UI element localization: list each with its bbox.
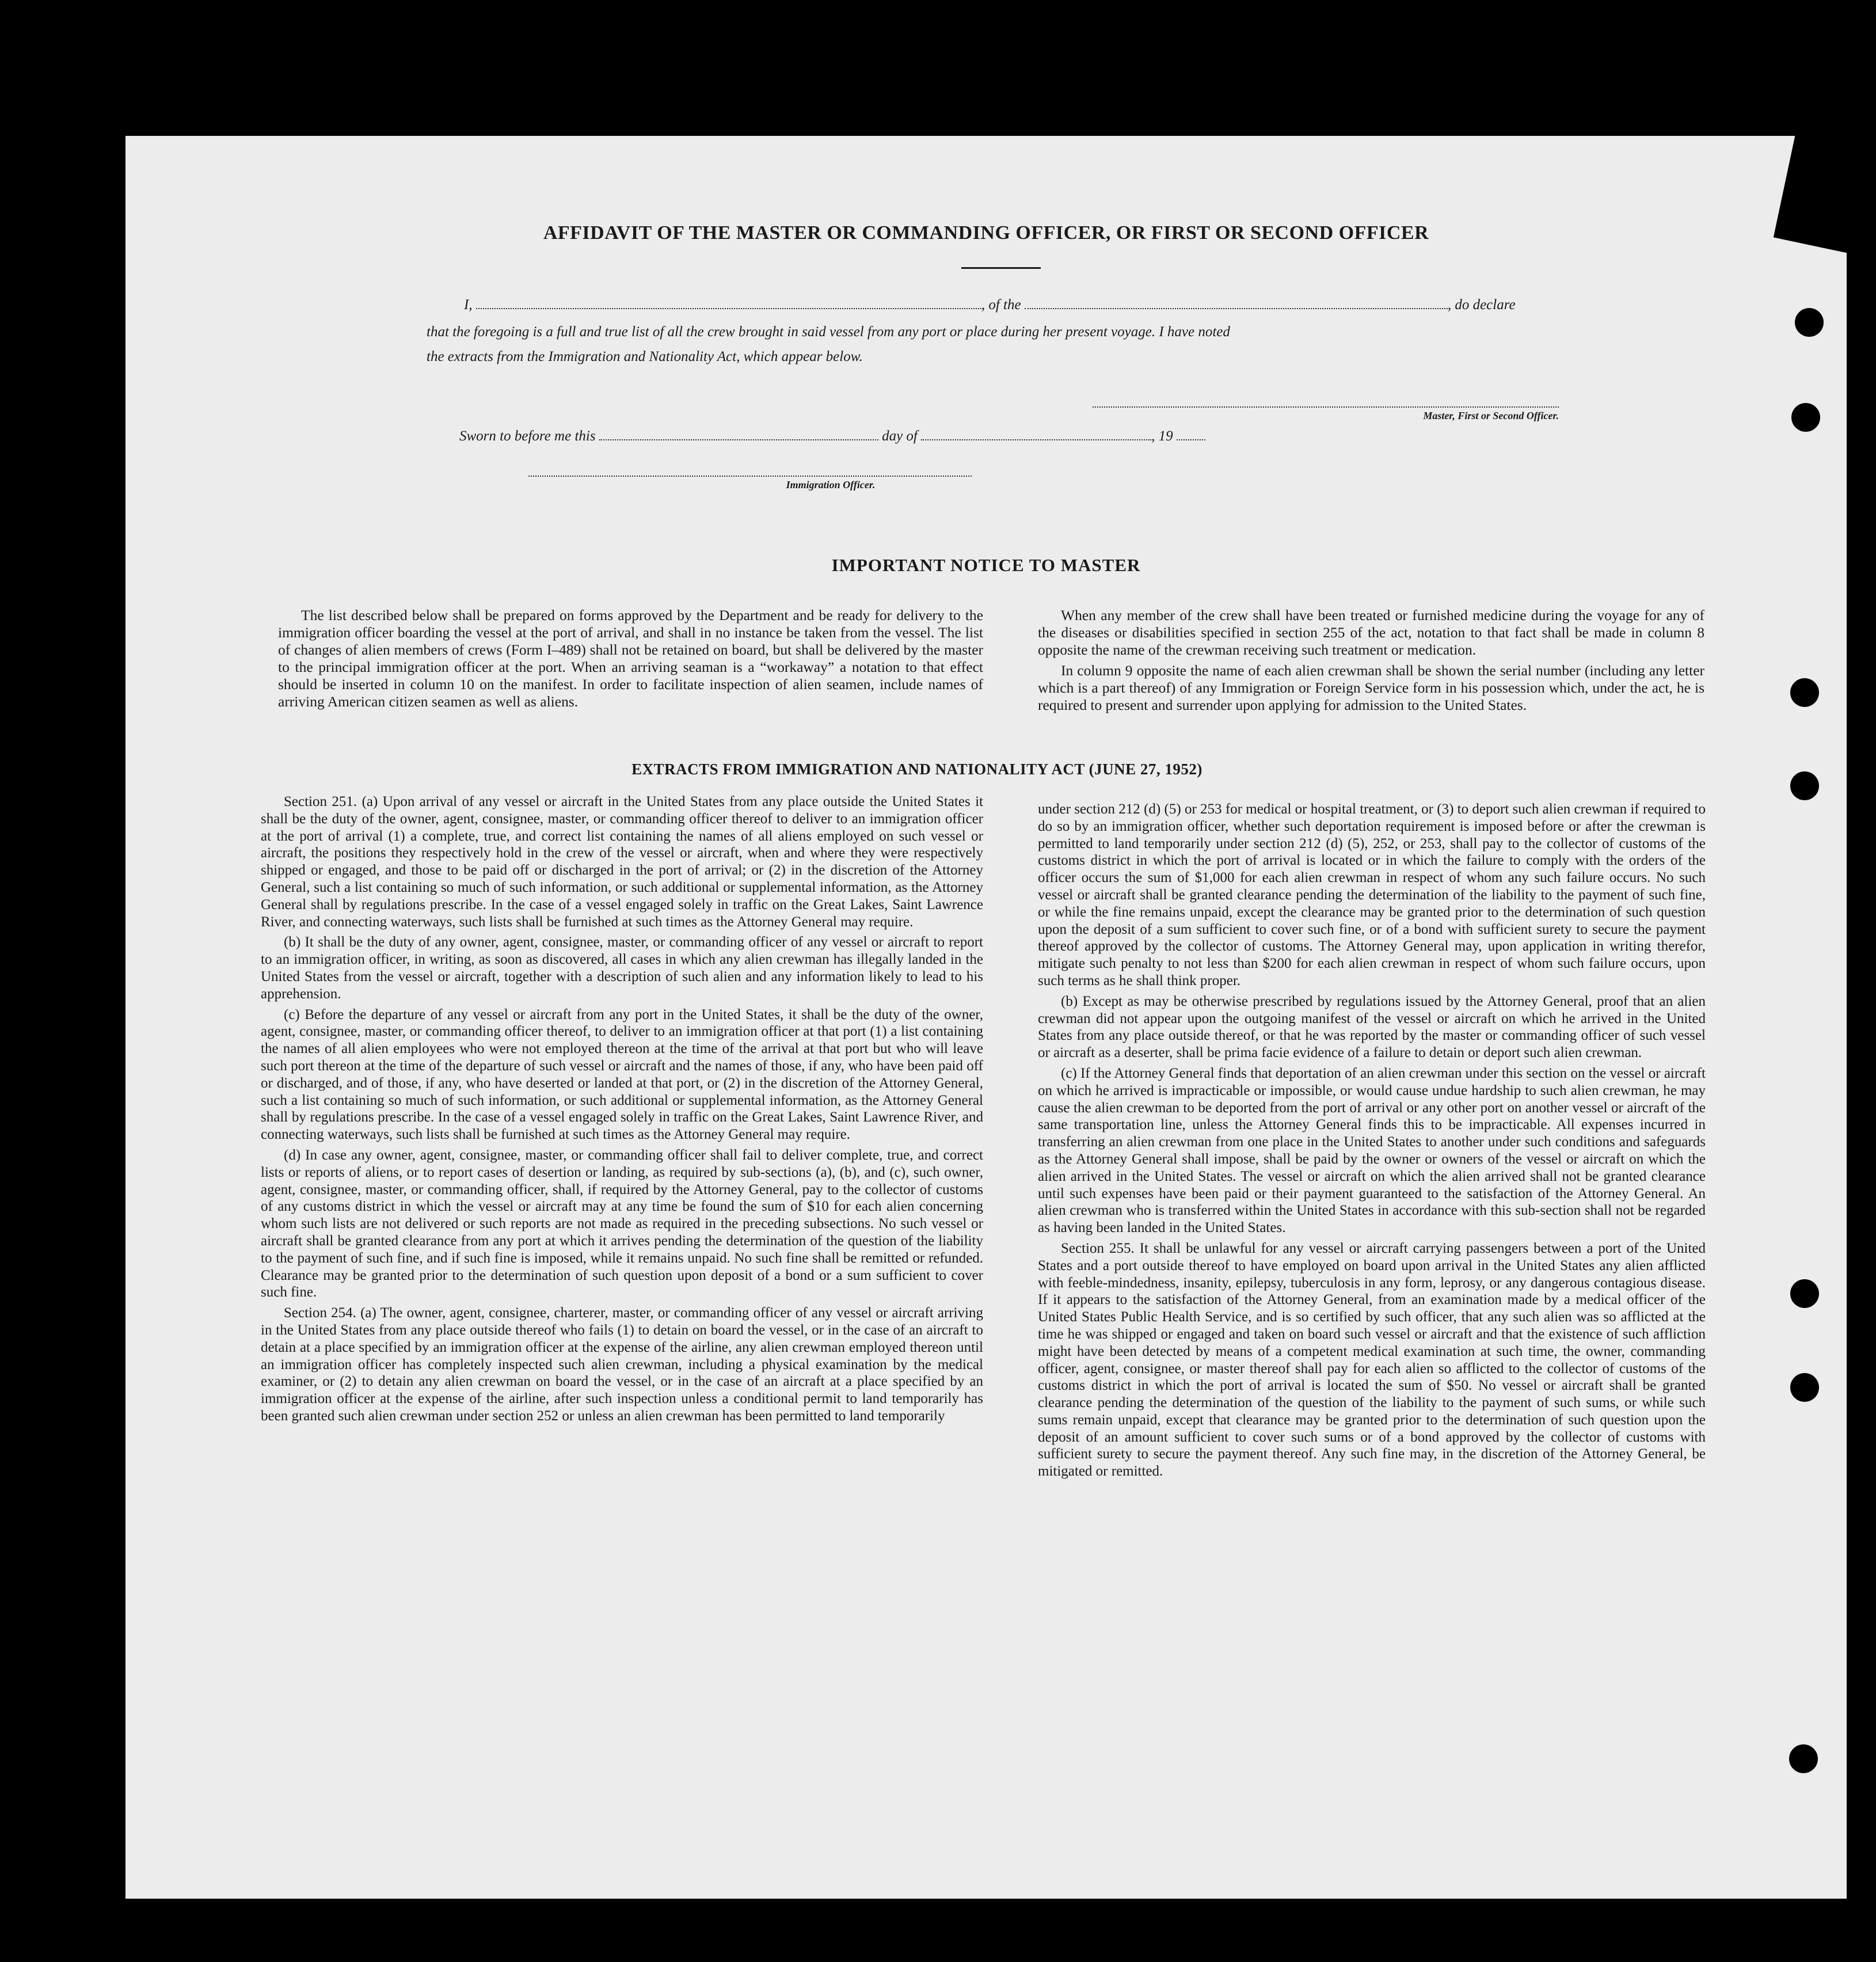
punch-hole-3 [1790, 678, 1819, 707]
extracts-right-column [1038, 801, 1706, 1484]
declarant-name-field[interactable] [476, 308, 981, 309]
declaration-line-3: the extracts from the Immigration and Nationality Act, which appear below. [427, 349, 863, 364]
punch-hole-2 [1791, 403, 1820, 432]
notice-left-text: The list described below shall be prepared on forms approved by the Department and be ready for delivery to the immigration officer boarding the vessel at the port of arrival, and shall in no instance be taken from the vessel. The list of changes of alien members of crews (Form I–489) shall not be retained on board, but shall be delivered by the master to the principal immigration officer at the port. When an arriving seaman is a “workaway” a notation to that effect should be inserted in column 10 on the manifest. In order to facilitate inspection of alien seamen, include names of arriving American citizen seamen as well as aliens. [278, 607, 983, 710]
section-251c: (c) Before the departure of any vessel or aircraft from any port in the United States, it shall be the duty of the owner, agent, consignee, master, or commanding officer thereof, to deliver to an immigration officer at that port (1) a list containing the names of all alien employees who were not employed thereon at the time of the arrival at that port but who will leave such port thereon at the time of the departure of such vessel or aircraft and the names of those, if any, who have been paid off or discharged, and of those, if any, who have deserted or landed at that port, or (2) in the discretion of the Attorney General, such a list containing so much of such information, or such additional or supplemental information, as the Attorney General shall by regulations prescribe. In the case of a vessel engaged solely in traffic on the Great Lakes, Saint Lawrence River, and connecting waterways, such lists shall be furnished at such times as the Attorney General may require. [261, 1006, 983, 1143]
immigration-officer-signature-line[interactable] [528, 476, 972, 491]
section-254c: (c) If the Attorney General finds that deportation of an alien crewman under this section on the vessel or aircraft on which he arrived is impracticable or impossible, or would cause undue hardship to such alien crewman, he may cause the alien crewman to be deported from the port of arrival or any other port on another vessel or aircraft of the same transportation line, unless the Attorney General finds this to be impracticable. All expenses incurred in transferring an alien crewman from one place in the United States to another under such conditions and safeguards as the Attorney General shall impose, shall be paid by the owner or owners of the vessel or aircraft on which the alien arrived in the United States. The vessel or aircraft on which the alien arrived shall not be granted clearance until such expenses have been paid or their payment guaranteed to the satisfaction of the Attorney General. An alien crewman who is transferred within the United States in accordance with this sub-section shall not be regarded as having been landed in the United States. [1038, 1065, 1706, 1236]
section-251d: (d) In case any owner, agent, consignee, master, or commanding officer shall fail to deliver complete, true, and correct lists or reports of aliens, or to report cases of desertion or landing, as required by sub-sections (a), (b), and (c), such owner, agent, consignee, master, or commanding officer, shall, if required by the Attorney General, pay to the collector of customs of any customs district in which the vessel or aircraft may at any time be found the sum of $10 for each alien concerning whom such lists are not delivered or such reports are not made as required in the preceding subsections. No such vessel or aircraft shall be granted clearance from any port at which it arrives pending the determination of the question of the liability to the payment of such fine, and if such fine is imposed, while it remains unpaid. No such fine shall be remitted or refunded. Clearance may be granted prior to the determination of such question upon deposit of a bond or a sum sufficient to cover such fine. [261, 1147, 983, 1301]
extracts-title: EXTRACTS FROM IMMIGRATION AND NATIONALITY ACT (JUNE 27, 1952) [631, 761, 1203, 778]
declaration-line-1 [464, 297, 1516, 313]
section-254a: Section 254. (a) The owner, agent, consignee, charterer, master, or commanding officer of any vessel or aircraft arriving in the United States from any place outside thereof who fails (1) to detain on board the vessel, or in the case of an aircraft to detain at a place specified by an immigration officer at the expense of the airline, any alien crewman employed thereon until an immigration officer has completely inspected such alien crewman, including a physical examination by the medical examiner, or (2) to detain any alien crewman on board the vessel, or in the case of an aircraft at a place specified by an immigration officer at the expense of the airline, after such inspection unless a conditional permit to land temporarily has been granted such alien crewman under section 252 or unless an alien crewman has been permitted to land temporarily [261, 1305, 983, 1424]
punch-hole-1 [1795, 308, 1824, 337]
sworn-year-prefix: , 19 [1151, 428, 1173, 444]
declaration-of: , of the [981, 297, 1021, 313]
section-254a-continued: under section 212 (d) (5) or 253 for medical or hospital treatment, or (3) to deport such alien crewman if required to do so by an immigration officer, whether such deportation requirement is imposed before or after the crewman is permitted to land temporarily under section 212 (d) (5), 252, or 253, shall pay to the collector of customs of the customs district in which the port of arrival is located or in which the failure to comply with the orders of the officer occurs the sum of $1,000 for each alien crewman in respect of whom any such failure occurs. No such vessel or aircraft shall be granted clearance pending the determination of the liability to the payment of such fine, or while the fine remains unpaid, except the clearance may be granted prior to the determination of such question upon the deposit of a sum sufficient to cover such fine, or of a bond with sufficient surety to secure the payment thereof approved by the collector of customs. The Attorney General may, upon application in writing therefor, mitigate such penalty to not less than $200 for each alien crewman in respect of whom such failure occurs, upon such terms as he shall think proper. [1038, 801, 1706, 988]
notice-left-paragraph [278, 607, 983, 714]
section-254b: (b) Except as may be otherwise prescribed by regulations issued by the Attorney General, proof that an alien crewman did not appear upon the outgoing manifest of the vessel or aircraft on which he arrived in the United States from any place outside thereof, or that he was reported by the master or commanding officer of such vessel or aircraft as a deserter, shall be prima facie evidence of a failure to detain or deport such alien crewman. [1038, 993, 1706, 1061]
punch-hole-5 [1790, 1279, 1819, 1308]
sworn-year-field[interactable] [1177, 439, 1205, 440]
section-251a: Section 251. (a) Upon arrival of any vessel or aircraft in the United States from any place outside the United States it shall be the duty of the owner, agent, consignee, master, or commanding officer thereof to deliver to an immigration officer at the port of arrival (1) a complete, true, and correct list containing the names of all aliens employed on such vessel or aircraft, the positions they respectively hold in the crew of the vessel or aircraft, when and where they were respectively shipped or engaged, and those to be paid off or discharged in the port of arrival; or (2) in the discretion of the Attorney General, such a list containing so much of such information, or such additional or supplemental information, as the Attorney General shall by regulations prescribe. In the case of a vessel engaged solely in traffic on the Great Lakes, Saint Lawrence River, and connecting waterways, such lists shall be furnished at such times as the Attorney General may require. [261, 794, 983, 930]
sworn-line [459, 428, 1205, 444]
sworn-day-field[interactable] [599, 439, 878, 440]
section-255: Section 255. It shall be unlawful for any vessel or aircraft carrying passengers between a port of the United States and a port outside thereof to have employed on board upon arrival in the United States any alien afflicted with feeble-mindedness, insanity, epilepsy, tuberculosis in any form, leprosy, or any dangerous contagious disease. If it appears to the satisfaction of the Attorney General, from an examination made by a medical officer of the United States Public Health Service, and is so certified by such officer, that any such alien was so afflicted at the time he was shipped or engaged and taken on board such vessel or aircraft and that the existence of such affliction might have been detected by means of a competent medical examination at such time, the owner, commanding officer, agent, consignee, or master thereof shall pay for each alien so afflicted to the collector of customs of the customs district in which the port of arrival is located the sum of $50. No vessel or aircraft shall be granted clearance pending the determination of the question of the liability to the payment of such sums, or while such sums remain unpaid, except that clearance may be granted prior to the determination of such question upon the deposit of an amount sufficient to cover such sums or of a bond approved by the collector of customs with sufficient surety to secure the payment thereof. Any such fine may, in the discretion of the Attorney General, be mitigated or remitted. [1038, 1240, 1706, 1480]
master-signature-label: Master, First or Second Officer. [1423, 410, 1559, 421]
sworn-month-field[interactable] [921, 439, 1151, 440]
declaration-line-2: that the foregoing is a full and true list of all the crew brought in said vessel from any port or place during her present voyage. I have noted [427, 324, 1230, 340]
master-signature-line[interactable] [1093, 406, 1559, 422]
sworn-day-of: day of [882, 428, 918, 444]
sworn-text: Sworn to before me this [459, 428, 596, 444]
notice-right-text-1: When any member of the crew shall have been treated or furnished medicine during the voyage for any of the diseases or disabilities specified in section 255 of the act, notation to that fact shall be made in column 8 opposite the name of the crewman receiving such treatment or medication. [1038, 607, 1704, 658]
notice-title: IMPORTANT NOTICE TO MASTER [831, 555, 1141, 575]
notice-right-paragraphs [1038, 607, 1704, 717]
declaration-i: I, [464, 297, 473, 313]
affidavit-title: AFFIDAVIT OF THE MASTER OR COMMANDING OFFICER, OR FIRST OR SECOND OFFICER [543, 222, 1429, 244]
vessel-name-field[interactable] [1025, 308, 1448, 309]
punch-hole-7 [1789, 1744, 1818, 1773]
immigration-officer-label: Immigration Officer. [786, 479, 876, 490]
extracts-left-column [261, 793, 983, 1428]
section-251b: (b) It shall be the duty of any owner, agent, consignee, master, or commanding officer of any vessel or aircraft to report to an immigration officer, in writing, as soon as discovered, all cases in which any alien crewman has illegally landed in the United States from the vessel or aircraft, together with a description of such alien and any information likely to lead to his apprehension. [261, 934, 983, 1002]
notice-right-text-2: In column 9 opposite the name of each alien crewman shall be shown the serial number (including any letter which is a part thereof) of any Immigration or Foreign Service form in his possession which, under the act, he is required to present and surrender upon applying for admission to the United States. [1038, 662, 1704, 713]
declaration-declare: , do declare [1447, 297, 1516, 313]
title-divider [961, 267, 1041, 269]
document-page [125, 136, 1847, 1899]
punch-hole-6 [1790, 1373, 1819, 1402]
punch-hole-4 [1790, 771, 1819, 800]
